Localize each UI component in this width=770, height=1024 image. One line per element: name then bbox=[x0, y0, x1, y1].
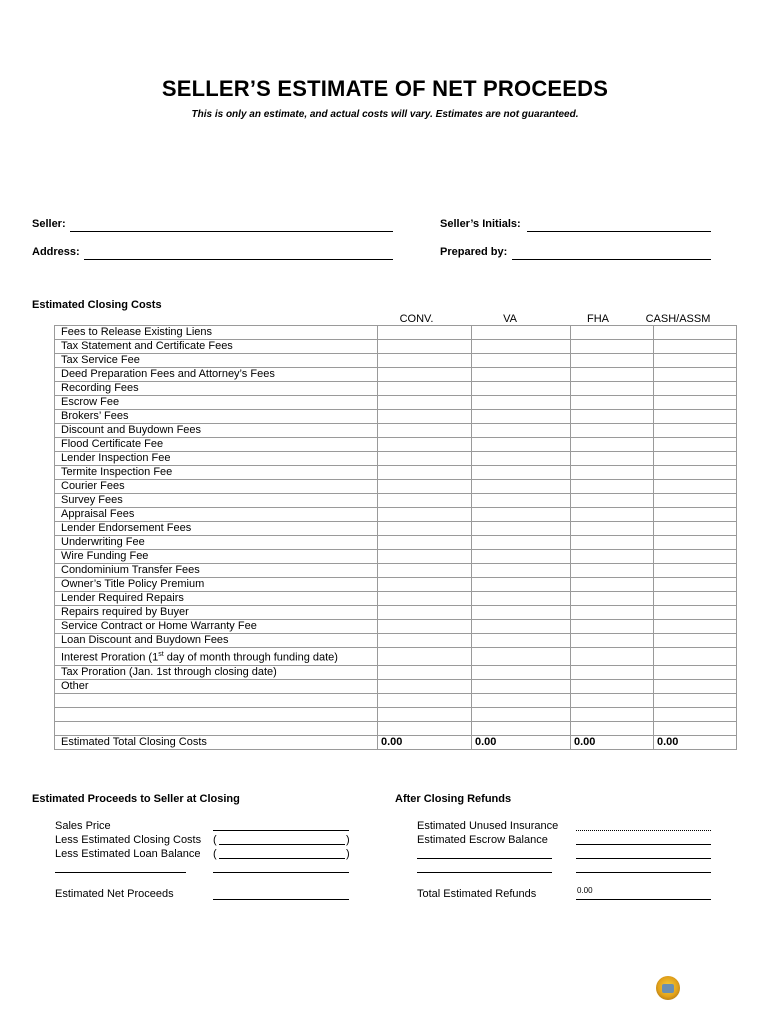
total-refunds-label: Total Estimated Refunds bbox=[417, 888, 537, 900]
cost-item-label: Underwriting Fee bbox=[55, 536, 378, 550]
amount-cell-conv[interactable] bbox=[378, 480, 472, 494]
amount-cell-fha[interactable] bbox=[571, 522, 654, 536]
table-row bbox=[55, 452, 737, 466]
total-refunds-field[interactable] bbox=[576, 887, 711, 900]
amount-cell-conv[interactable] bbox=[378, 508, 472, 522]
amount-cell-cash-assm[interactable] bbox=[654, 620, 737, 634]
disclaimer-subtitle: This is only an estimate, and actual costs will vary. Estimates are not guaranteed. bbox=[191, 109, 579, 120]
amount-cell-fha[interactable] bbox=[571, 354, 654, 368]
amount-cell-va[interactable] bbox=[472, 326, 571, 340]
table-row bbox=[55, 536, 737, 550]
amount-cell-fha[interactable] bbox=[571, 508, 654, 522]
amount-cell-cash-assm[interactable] bbox=[654, 368, 737, 382]
amount-cell-cash-assm[interactable] bbox=[654, 679, 737, 693]
amount-cell-conv[interactable] bbox=[378, 424, 472, 438]
amount-cell-cash-assm[interactable] bbox=[654, 494, 737, 508]
amount-cell-va[interactable] bbox=[472, 494, 571, 508]
seller-initials-field[interactable] bbox=[527, 219, 711, 232]
net-proceeds-field[interactable] bbox=[213, 887, 349, 900]
amount-cell-fha[interactable] bbox=[571, 564, 654, 578]
cost-item-label: Survey Fees bbox=[55, 494, 378, 508]
seller-initials-label: Seller’s Initials: bbox=[440, 218, 521, 230]
amount-cell-cash-assm[interactable] bbox=[654, 592, 737, 606]
address-field[interactable] bbox=[84, 247, 393, 260]
amount-cell-conv[interactable] bbox=[378, 620, 472, 634]
cost-item-label bbox=[55, 707, 378, 721]
cost-item-label: Lender Required Repairs bbox=[55, 592, 378, 606]
table-row bbox=[55, 438, 737, 452]
amount-cell-fha[interactable] bbox=[571, 536, 654, 550]
amount-cell-va[interactable] bbox=[472, 410, 571, 424]
table-row bbox=[55, 592, 737, 606]
blank-line[interactable] bbox=[417, 860, 552, 873]
amount-cell-cash-assm[interactable] bbox=[654, 452, 737, 466]
blank-line[interactable] bbox=[576, 846, 711, 859]
table-row bbox=[55, 340, 737, 354]
amount-cell-cash-assm[interactable] bbox=[654, 424, 737, 438]
amount-cell-cash-assm[interactable] bbox=[654, 693, 737, 707]
amount-cell-fha[interactable] bbox=[571, 326, 654, 340]
amount-cell-fha[interactable] bbox=[571, 410, 654, 424]
cost-item-label: Recording Fees bbox=[55, 382, 378, 396]
unused-insurance-label: Estimated Unused Insurance bbox=[417, 820, 559, 832]
amount-cell-fha[interactable] bbox=[571, 480, 654, 494]
amount-cell-conv[interactable] bbox=[378, 679, 472, 693]
prepared-by-label: Prepared by: bbox=[440, 246, 508, 258]
seller-label: Seller: bbox=[32, 218, 66, 230]
amount-cell-va[interactable] bbox=[472, 424, 571, 438]
amount-cell-cash-assm[interactable] bbox=[654, 326, 737, 340]
amount-cell-conv[interactable] bbox=[378, 382, 472, 396]
amount-cell-fha[interactable] bbox=[571, 578, 654, 592]
column-header-va: VA bbox=[503, 313, 517, 325]
total-fha: 0.00 bbox=[571, 735, 654, 749]
table-row bbox=[55, 707, 737, 721]
amount-cell-conv[interactable] bbox=[378, 606, 472, 620]
table-row bbox=[55, 564, 737, 578]
amount-cell-conv[interactable] bbox=[378, 634, 472, 648]
amount-cell-cash-assm[interactable] bbox=[654, 721, 737, 735]
amount-cell-va[interactable] bbox=[472, 620, 571, 634]
amount-cell-va[interactable] bbox=[472, 592, 571, 606]
proceeds-title: Estimated Proceeds to Seller at Closing bbox=[32, 793, 240, 805]
amount-cell-va[interactable] bbox=[472, 368, 571, 382]
amount-cell-va[interactable] bbox=[472, 606, 571, 620]
amount-cell-fha[interactable] bbox=[571, 721, 654, 735]
cost-item-label: Flood Certificate Fee bbox=[55, 438, 378, 452]
table-row bbox=[55, 326, 737, 340]
table-row bbox=[55, 578, 737, 592]
sales-price-label: Sales Price bbox=[55, 820, 111, 832]
blank-line[interactable] bbox=[213, 860, 349, 873]
amount-cell-va[interactable] bbox=[472, 564, 571, 578]
amount-cell-va[interactable] bbox=[472, 508, 571, 522]
sales-price-field[interactable] bbox=[213, 818, 349, 831]
cost-item-label: Tax Service Fee bbox=[55, 354, 378, 368]
blank-line[interactable] bbox=[576, 860, 711, 873]
less-loan-balance-label: Less Estimated Loan Balance bbox=[55, 848, 201, 860]
cost-item-label: Discount and Buydown Fees bbox=[55, 424, 378, 438]
amount-cell-va[interactable] bbox=[472, 693, 571, 707]
amount-cell-cash-assm[interactable] bbox=[654, 564, 737, 578]
amount-cell-cash-assm[interactable] bbox=[654, 438, 737, 452]
amount-cell-va[interactable] bbox=[472, 382, 571, 396]
amount-cell-va[interactable] bbox=[472, 679, 571, 693]
table-row bbox=[55, 665, 737, 679]
net-proceeds-label: Estimated Net Proceeds bbox=[55, 888, 174, 900]
amount-cell-conv[interactable] bbox=[378, 578, 472, 592]
cost-item-label bbox=[55, 721, 378, 735]
amount-cell-fha[interactable] bbox=[571, 665, 654, 679]
total-refunds-value: 0.00 bbox=[577, 886, 593, 895]
amount-cell-conv[interactable] bbox=[378, 326, 472, 340]
amount-cell-fha[interactable] bbox=[571, 494, 654, 508]
amount-cell-va[interactable] bbox=[472, 648, 571, 666]
cost-item-label: Lender Endorsement Fees bbox=[55, 522, 378, 536]
table-row bbox=[55, 494, 737, 508]
table-row bbox=[55, 679, 737, 693]
amount-cell-fha[interactable] bbox=[571, 340, 654, 354]
table-row bbox=[55, 606, 737, 620]
amount-cell-cash-assm[interactable] bbox=[654, 522, 737, 536]
amount-cell-conv[interactable] bbox=[378, 721, 472, 735]
total-label: Estimated Total Closing Costs bbox=[55, 735, 378, 749]
amount-cell-conv[interactable] bbox=[378, 438, 472, 452]
column-header-conv: CONV. bbox=[399, 313, 434, 325]
amount-cell-cash-assm[interactable] bbox=[654, 665, 737, 679]
amount-cell-cash-assm[interactable] bbox=[654, 466, 737, 480]
amount-cell-fha[interactable] bbox=[571, 693, 654, 707]
amount-cell-cash-assm[interactable] bbox=[654, 707, 737, 721]
table-row bbox=[55, 368, 737, 382]
cost-item-label: Loan Discount and Buydown Fees bbox=[55, 634, 378, 648]
amount-cell-cash-assm[interactable] bbox=[654, 536, 737, 550]
cost-item-label: Tax Proration (Jan. 1st through closing date) bbox=[55, 665, 378, 679]
cost-item-label: Appraisal Fees bbox=[55, 508, 378, 522]
amount-cell-conv[interactable] bbox=[378, 693, 472, 707]
cost-item-label: Termite Inspection Fee bbox=[55, 466, 378, 480]
amount-cell-conv[interactable] bbox=[378, 396, 472, 410]
amount-cell-conv[interactable] bbox=[378, 665, 472, 679]
amount-cell-conv[interactable] bbox=[378, 648, 472, 666]
amount-cell-cash-assm[interactable] bbox=[654, 634, 737, 648]
amount-cell-va[interactable] bbox=[472, 522, 571, 536]
amount-cell-va[interactable] bbox=[472, 707, 571, 721]
amount-cell-va[interactable] bbox=[472, 466, 571, 480]
amount-cell-va[interactable] bbox=[472, 354, 571, 368]
amount-cell-fha[interactable] bbox=[571, 438, 654, 452]
page-title: SELLER’S ESTIMATE OF NET PROCEEDS bbox=[161, 76, 609, 101]
cost-item-label: Deed Preparation Fees and Attorney’s Fees bbox=[55, 368, 378, 382]
amount-cell-va[interactable] bbox=[472, 550, 571, 564]
amount-cell-fha[interactable] bbox=[571, 707, 654, 721]
table-row bbox=[55, 508, 737, 522]
column-header-cash-assm: CASH/ASSM bbox=[645, 313, 711, 325]
refunds-title: After Closing Refunds bbox=[395, 793, 512, 805]
amount-cell-cash-assm[interactable] bbox=[654, 480, 737, 494]
total-conv: 0.00 bbox=[378, 735, 472, 749]
escrow-balance-label: Estimated Escrow Balance bbox=[417, 834, 548, 846]
open-paren: ( bbox=[213, 834, 217, 846]
table-row bbox=[55, 648, 737, 666]
cost-item-label: Wire Funding Fee bbox=[55, 550, 378, 564]
amount-cell-fha[interactable] bbox=[571, 634, 654, 648]
amount-cell-cash-assm[interactable] bbox=[654, 648, 737, 666]
table-row bbox=[55, 693, 737, 707]
table-row bbox=[55, 396, 737, 410]
amount-cell-cash-assm[interactable] bbox=[654, 340, 737, 354]
total-cash-assm: 0.00 bbox=[654, 735, 737, 749]
amount-cell-conv[interactable] bbox=[378, 494, 472, 508]
amount-cell-cash-assm[interactable] bbox=[654, 396, 737, 410]
amount-cell-va[interactable] bbox=[472, 536, 571, 550]
amount-cell-fha[interactable] bbox=[571, 550, 654, 564]
amount-cell-va[interactable] bbox=[472, 721, 571, 735]
amount-cell-conv[interactable] bbox=[378, 354, 472, 368]
amount-cell-conv[interactable] bbox=[378, 536, 472, 550]
amount-cell-fha[interactable] bbox=[571, 424, 654, 438]
amount-cell-cash-assm[interactable] bbox=[654, 382, 737, 396]
escrow-balance-field[interactable] bbox=[576, 832, 711, 845]
table-row bbox=[55, 620, 737, 634]
cost-item-label: Lender Inspection Fee bbox=[55, 452, 378, 466]
table-row bbox=[55, 480, 737, 494]
brand-logo-icon bbox=[656, 976, 680, 1000]
table-row bbox=[55, 522, 737, 536]
amount-cell-va[interactable] bbox=[472, 578, 571, 592]
cost-item-label: Courier Fees bbox=[55, 480, 378, 494]
cost-item-label: Service Contract or Home Warranty Fee bbox=[55, 620, 378, 634]
amount-cell-fha[interactable] bbox=[571, 592, 654, 606]
amount-cell-conv[interactable] bbox=[378, 522, 472, 536]
amount-cell-cash-assm[interactable] bbox=[654, 410, 737, 424]
close-paren: ) bbox=[346, 834, 350, 846]
open-paren: ( bbox=[213, 848, 217, 860]
amount-cell-fha[interactable] bbox=[571, 466, 654, 480]
amount-cell-va[interactable] bbox=[472, 634, 571, 648]
amount-cell-conv[interactable] bbox=[378, 466, 472, 480]
table-row bbox=[55, 721, 737, 735]
cost-item-label: Other bbox=[55, 679, 378, 693]
seller-field[interactable] bbox=[70, 219, 393, 232]
amount-cell-conv[interactable] bbox=[378, 340, 472, 354]
amount-cell-va[interactable] bbox=[472, 340, 571, 354]
table-row bbox=[55, 550, 737, 564]
table-row bbox=[55, 424, 737, 438]
amount-cell-va[interactable] bbox=[472, 396, 571, 410]
cost-item-label: Repairs required by Buyer bbox=[55, 606, 378, 620]
less-closing-costs-label: Less Estimated Closing Costs bbox=[55, 834, 202, 846]
closing-costs-table bbox=[54, 325, 737, 750]
amount-cell-cash-assm[interactable] bbox=[654, 508, 737, 522]
prepared-by-field[interactable] bbox=[512, 247, 711, 260]
amount-cell-fha[interactable] bbox=[571, 606, 654, 620]
amount-cell-fha[interactable] bbox=[571, 368, 654, 382]
close-paren: ) bbox=[346, 848, 350, 860]
closing-costs-title: Estimated Closing Costs bbox=[32, 299, 162, 311]
amount-cell-conv[interactable] bbox=[378, 550, 472, 564]
amount-cell-fha[interactable] bbox=[571, 620, 654, 634]
amount-cell-fha[interactable] bbox=[571, 382, 654, 396]
total-row bbox=[55, 735, 737, 749]
less-closing-costs-field[interactable] bbox=[219, 832, 345, 845]
amount-cell-fha[interactable] bbox=[571, 679, 654, 693]
amount-cell-va[interactable] bbox=[472, 480, 571, 494]
amount-cell-va[interactable] bbox=[472, 665, 571, 679]
address-label: Address: bbox=[32, 246, 80, 258]
cost-item-label: Owner’s Title Policy Premium bbox=[55, 578, 378, 592]
total-va: 0.00 bbox=[472, 735, 571, 749]
column-header-fha: FHA bbox=[587, 313, 609, 325]
amount-cell-va[interactable] bbox=[472, 438, 571, 452]
amount-cell-conv[interactable] bbox=[378, 592, 472, 606]
cost-item-label: Condominium Transfer Fees bbox=[55, 564, 378, 578]
amount-cell-conv[interactable] bbox=[378, 707, 472, 721]
blank-line[interactable] bbox=[55, 860, 186, 873]
table-row bbox=[55, 382, 737, 396]
table-row bbox=[55, 410, 737, 424]
cost-item-interest-proration: Interest Proration (1st day of month through funding date) bbox=[55, 648, 378, 666]
amount-cell-cash-assm[interactable] bbox=[654, 578, 737, 592]
amount-cell-conv[interactable] bbox=[378, 564, 472, 578]
blank-line[interactable] bbox=[417, 846, 552, 859]
cost-item-label bbox=[55, 693, 378, 707]
amount-cell-conv[interactable] bbox=[378, 410, 472, 424]
amount-cell-va[interactable] bbox=[472, 452, 571, 466]
amount-cell-fha[interactable] bbox=[571, 648, 654, 666]
cost-item-label: Escrow Fee bbox=[55, 396, 378, 410]
table-row bbox=[55, 634, 737, 648]
amount-cell-cash-assm[interactable] bbox=[654, 354, 737, 368]
amount-cell-fha[interactable] bbox=[571, 396, 654, 410]
amount-cell-cash-assm[interactable] bbox=[654, 550, 737, 564]
amount-cell-conv[interactable] bbox=[378, 368, 472, 382]
table-row bbox=[55, 354, 737, 368]
amount-cell-conv[interactable] bbox=[378, 452, 472, 466]
amount-cell-cash-assm[interactable] bbox=[654, 606, 737, 620]
amount-cell-fha[interactable] bbox=[571, 452, 654, 466]
cost-item-label: Fees to Release Existing Liens bbox=[55, 326, 378, 340]
table-row bbox=[55, 466, 737, 480]
less-loan-balance-field[interactable] bbox=[219, 846, 345, 859]
cost-item-label: Brokers’ Fees bbox=[55, 410, 378, 424]
unused-insurance-field[interactable] bbox=[576, 818, 711, 831]
cost-item-label: Tax Statement and Certificate Fees bbox=[55, 340, 378, 354]
